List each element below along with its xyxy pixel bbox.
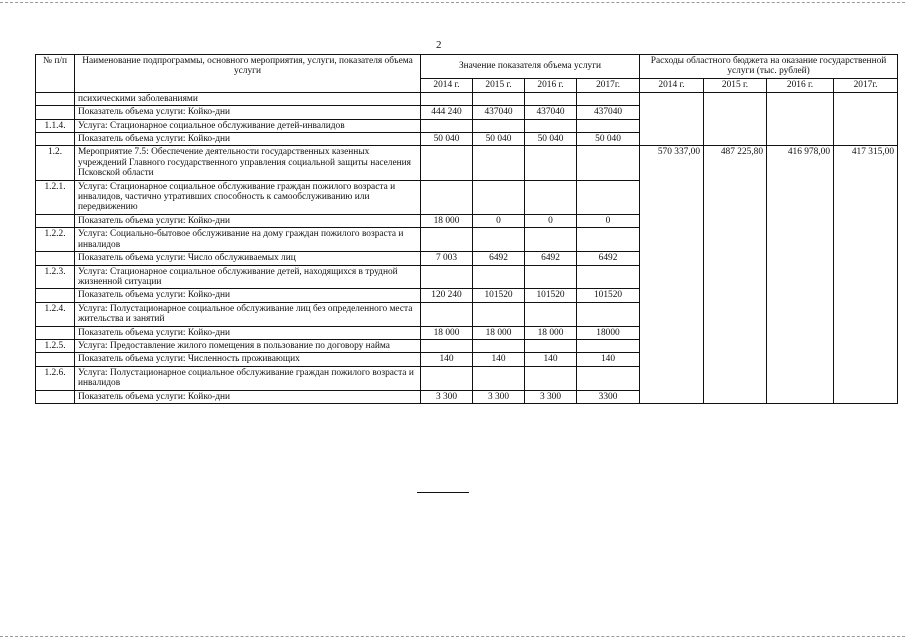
row-name: Показатель объема услуги: Койко-дни xyxy=(75,106,421,119)
row-value: 101520 xyxy=(577,289,640,302)
row-name: Показатель объема услуги: Численность проживающих xyxy=(75,353,421,366)
row-value xyxy=(473,146,525,180)
row-value: 437040 xyxy=(473,106,525,119)
row-num xyxy=(36,326,75,339)
row-value xyxy=(473,119,525,132)
closing-rule xyxy=(417,492,469,493)
row-num: 1.1.4. xyxy=(36,119,75,132)
row-value xyxy=(525,119,577,132)
row-name: Мероприятие 7.5: Обеспечение деятельности государственных казенных учреждений Главного государственного управления социальной защиты населения Псковской области xyxy=(75,146,421,180)
row-value xyxy=(421,228,473,252)
row-name: Услуга: Стационарное социальное обслуживание граждан пожилого возраста и инвалидов, частично утративших способность к самообслуживанию или передвижению xyxy=(75,180,421,214)
row-name: Услуга: Полустационарное социальное обслуживание лиц без определенного места жительства и занятий xyxy=(75,302,421,326)
row-value: 140 xyxy=(525,353,577,366)
value-year: 2014 г. xyxy=(421,78,473,92)
row-value: 18 000 xyxy=(421,326,473,339)
header-values: Значение показателя объема услуги xyxy=(421,55,640,79)
row-value xyxy=(577,265,640,289)
row-value: 437040 xyxy=(577,106,640,119)
value-year: 2017г. xyxy=(577,78,640,92)
row-value: 18 000 xyxy=(421,214,473,227)
row-value xyxy=(577,302,640,326)
row-value xyxy=(473,180,525,214)
expense-year: 2015 г. xyxy=(704,78,767,92)
row-value xyxy=(473,366,525,390)
row-num: 1.2.6. xyxy=(36,366,75,390)
row-num xyxy=(36,353,75,366)
row-value xyxy=(577,119,640,132)
row-value xyxy=(421,265,473,289)
row-value: 18000 xyxy=(577,326,640,339)
row-value: 6492 xyxy=(473,252,525,265)
row-value xyxy=(577,339,640,352)
row-value xyxy=(525,92,577,105)
row-value xyxy=(525,265,577,289)
header-row xyxy=(36,55,898,79)
row-value: 18 000 xyxy=(525,326,577,339)
row-value: 120 240 xyxy=(421,289,473,302)
row-value: 6492 xyxy=(577,252,640,265)
row-value: 3 300 xyxy=(525,390,577,403)
row-num xyxy=(36,252,75,265)
row-value xyxy=(421,146,473,180)
row-value: 3300 xyxy=(577,390,640,403)
row-value xyxy=(525,339,577,352)
row-name: Показатель объема услуги: Число обслуживаемых лиц xyxy=(75,252,421,265)
row-name: Показатель объема услуги: Койко-дни xyxy=(75,133,421,146)
row-value: 3 300 xyxy=(473,390,525,403)
row-num: 1.2.2. xyxy=(36,228,75,252)
row-value xyxy=(421,119,473,132)
header-name: Наименование подпрограммы, основного мероприятия, услуги, показателя объема услуги xyxy=(75,55,421,93)
row-value xyxy=(421,180,473,214)
row-name: Показатель объема услуги: Койко-дни xyxy=(75,214,421,227)
row-num: 1.2.3. xyxy=(36,265,75,289)
row-value: 3 300 xyxy=(421,390,473,403)
row-value xyxy=(473,265,525,289)
row-name: Услуга: Стационарное социальное обслуживание детей, находящихся в трудной жизненной ситуации xyxy=(75,265,421,289)
row-value xyxy=(577,228,640,252)
expense-cell xyxy=(834,92,898,146)
row-value: 0 xyxy=(525,214,577,227)
row-value xyxy=(577,366,640,390)
row-value xyxy=(473,302,525,326)
expense-year: 2017г. xyxy=(834,78,898,92)
row-name: Услуга: Социально-бытовое обслуживание на дому граждан пожилого возраста и инвалидов xyxy=(75,228,421,252)
row-name: Показатель объема услуги: Койко-дни xyxy=(75,289,421,302)
row-value xyxy=(473,228,525,252)
page-number: 2 xyxy=(436,39,442,51)
row-value xyxy=(421,92,473,105)
row-value xyxy=(525,146,577,180)
row-num: 1.2.4. xyxy=(36,302,75,326)
expense-year: 2016 г. xyxy=(767,78,834,92)
header-expenses: Расходы областного бюджета на оказание государственной услуги (тыс. рублей) xyxy=(640,55,898,79)
row-num: 1.2.5. xyxy=(36,339,75,352)
row-name: Услуга: Стационарное социальное обслуживание детей-инвалидов xyxy=(75,119,421,132)
row-value xyxy=(525,366,577,390)
row-value: 101520 xyxy=(525,289,577,302)
expense-value: 487 225,80 xyxy=(704,146,767,404)
row-value: 50 040 xyxy=(525,133,577,146)
table-row xyxy=(36,146,898,180)
table-row xyxy=(36,92,898,105)
row-value xyxy=(577,180,640,214)
row-name: Услуга: Предоставление жилого помещения в пользование по договору найма xyxy=(75,339,421,352)
row-value: 0 xyxy=(473,214,525,227)
row-num: 1.2.1. xyxy=(36,180,75,214)
row-value: 50 040 xyxy=(473,133,525,146)
expense-value: 417 315,00 xyxy=(834,146,898,404)
row-num xyxy=(36,106,75,119)
header-num: № п/п xyxy=(36,55,75,93)
row-name: психическими заболеваниями xyxy=(75,92,421,105)
row-value: 7 003 xyxy=(421,252,473,265)
row-num xyxy=(36,214,75,227)
row-value xyxy=(577,92,640,105)
expense-value: 570 337,00 xyxy=(640,146,704,404)
row-value xyxy=(421,339,473,352)
row-value xyxy=(473,92,525,105)
row-value: 140 xyxy=(421,353,473,366)
value-year: 2015 г. xyxy=(473,78,525,92)
expense-year: 2014 г. xyxy=(640,78,704,92)
row-value: 50 040 xyxy=(421,133,473,146)
row-name: Показатель объема услуги: Койко-дни xyxy=(75,390,421,403)
row-value xyxy=(525,302,577,326)
row-value xyxy=(525,180,577,214)
row-value: 444 240 xyxy=(421,106,473,119)
row-name: Услуга: Полустационарное социальное обслуживание граждан пожилого возраста и инвалидов xyxy=(75,366,421,390)
row-value: 0 xyxy=(577,214,640,227)
row-value: 140 xyxy=(577,353,640,366)
row-num xyxy=(36,390,75,403)
row-value: 18 000 xyxy=(473,326,525,339)
row-value xyxy=(473,339,525,352)
row-num: 1.2. xyxy=(36,146,75,180)
expense-value: 416 978,00 xyxy=(767,146,834,404)
row-num xyxy=(36,92,75,105)
row-value: 101520 xyxy=(473,289,525,302)
row-value: 50 040 xyxy=(577,133,640,146)
row-name: Показатель объема услуги: Койко-дни xyxy=(75,326,421,339)
row-value xyxy=(577,146,640,180)
row-value xyxy=(421,302,473,326)
scan-edge-bottom xyxy=(0,636,905,637)
services-table xyxy=(35,54,898,404)
expense-cell xyxy=(640,92,704,146)
row-num xyxy=(36,289,75,302)
row-num xyxy=(36,133,75,146)
expense-cell xyxy=(767,92,834,146)
value-year: 2016 г. xyxy=(525,78,577,92)
row-value: 437040 xyxy=(525,106,577,119)
row-value: 140 xyxy=(473,353,525,366)
row-value xyxy=(421,366,473,390)
row-value xyxy=(525,228,577,252)
row-value: 6492 xyxy=(525,252,577,265)
scan-edge-top xyxy=(0,2,905,3)
expense-cell xyxy=(704,92,767,146)
